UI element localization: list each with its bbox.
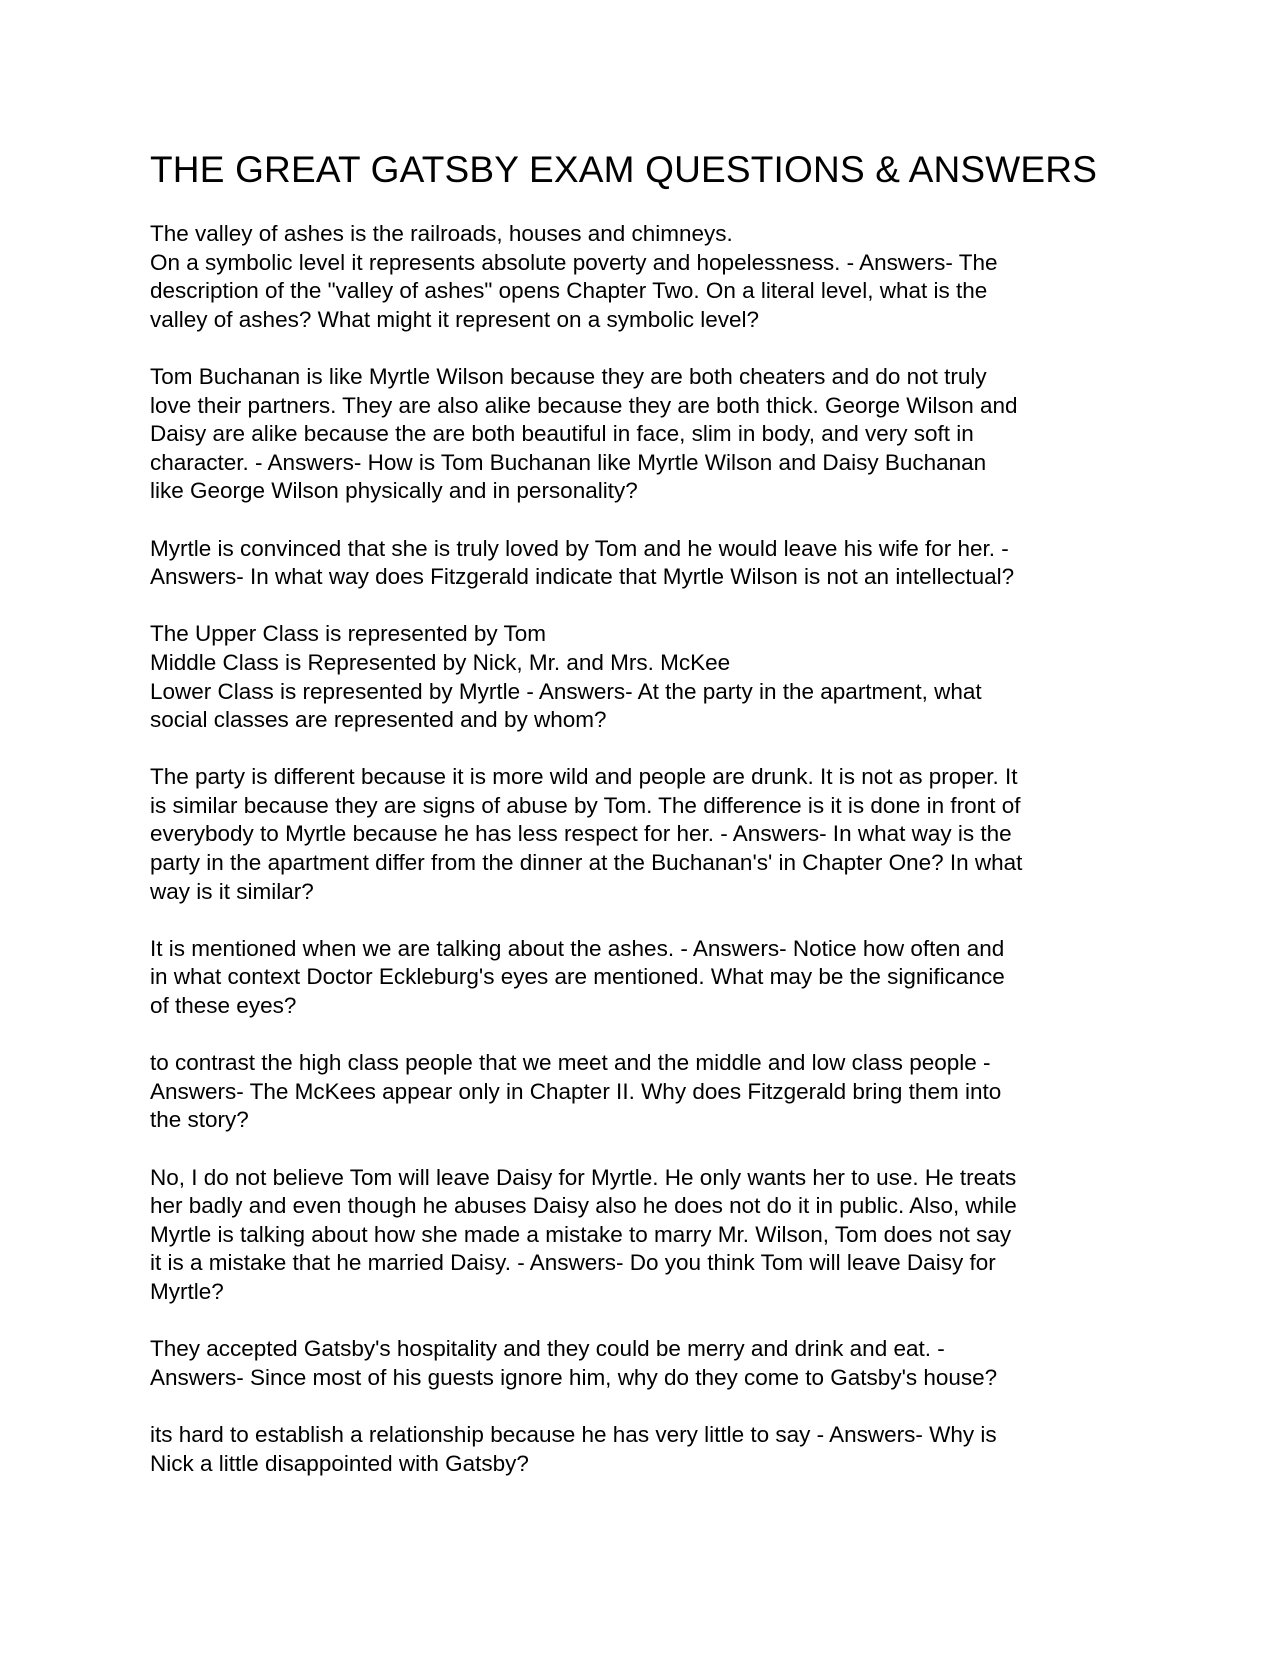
text-line: party in the apartment differ from the dinner at the Buchanan's' in Chapter One? In what [150,850,1023,876]
qa-block [150,1335,1130,1392]
qa-block [150,363,1130,506]
text-line: The party is different because it is more wild and people are drunk. It is not as proper. It [150,764,1018,790]
text-line: valley of ashes? What might it represent on a symbolic level? [150,306,760,332]
text-line: Lower Class is represented by Myrtle - Answers- At the party in the apartment, what [150,678,982,704]
qa-block [150,1164,1130,1307]
text-line: to contrast the high class people that we meet and the middle and low class people - [150,1050,991,1076]
text-line: social classes are represented and by whom? [150,707,607,733]
text-line: Myrtle is talking about how she made a mistake to marry Mr. Wilson, Tom does not say [150,1221,1012,1247]
text-line: Nick a little disappointed with Gatsby? [150,1450,529,1476]
text-line: Myrtle? [150,1278,224,1304]
text-line: it is a mistake that he married Daisy. - Answers- Do you think Tom will leave Daisy for [150,1250,996,1276]
text-line: Tom Buchanan is like Myrtle Wilson because they are both cheaters and do not truly [150,363,987,389]
text-line: of these eyes? [150,993,297,1019]
text-line: On a symbolic level it represents absolute poverty and hopelessness. - Answers- The [150,249,998,275]
text-line: is similar because they are signs of abuse by Tom. The difference is it is done in front of [150,792,1021,818]
text-line: in what context Doctor Eckleburg's eyes are mentioned. What may be the significance [150,964,1005,990]
text-line: her badly and even though he abuses Daisy also he does not do it in public. Also, while [150,1193,1017,1219]
text-line: the story? [150,1107,249,1133]
text-line: character. - Answers- How is Tom Buchanan like Myrtle Wilson and Daisy Buchanan [150,449,987,475]
document-page [150,148,1130,1507]
qa-block [150,220,1130,334]
text-line: The valley of ashes is the railroads, houses and chimneys. [150,221,733,246]
text-line: Daisy are alike because the are both beautiful in face, slim in body, and very soft in [150,421,974,447]
text-line: Answers- The McKees appear only in Chapter II. Why does Fitzgerald bring them into [150,1078,1002,1104]
qa-block [150,620,1130,734]
text-line: They accepted Gatsby's hospitality and they could be merry and drink and eat. - [150,1336,945,1362]
qa-block [150,763,1130,906]
document-title: THE GREAT GATSBY EXAM QUESTIONS & ANSWERS [150,149,1098,190]
qa-block [150,1049,1130,1135]
text-line: It is mentioned when we are talking about the ashes. - Answers- Notice how often and [150,935,1005,961]
text-line: like George Wilson physically and in personality? [150,478,638,504]
qa-block [150,1421,1130,1478]
text-line: Answers- In what way does Fitzgerald indicate that Myrtle Wilson is not an intellectual? [150,564,1015,590]
text-line: No, I do not believe Tom will leave Daisy for Myrtle. He only wants her to use. He treats [150,1164,1017,1190]
qa-block [150,935,1130,1021]
qa-block [150,535,1130,592]
text-line: love their partners. They are also alike because they are both thick. George Wilson and [150,392,1018,418]
text-line: Middle Class is Represented by Nick, Mr. and Mrs. McKee [150,649,731,675]
text-line: The Upper Class is represented by Tom [150,621,547,647]
text-line: everybody to Myrtle because he has less respect for her. - Answers- In what way is the [150,821,1012,847]
text-line: Answers- Since most of his guests ignore him, why do they come to Gatsby's house? [150,1364,998,1390]
text-line: description of the "valley of ashes" opens Chapter Two. On a literal level, what is the [150,278,988,304]
text-line: way is it similar? [150,878,314,904]
text-line: its hard to establish a relationship because he has very little to say - Answers- Why is [150,1421,997,1447]
text-line: Myrtle is convinced that she is truly loved by Tom and he would leave his wife for her. - [150,535,1009,561]
